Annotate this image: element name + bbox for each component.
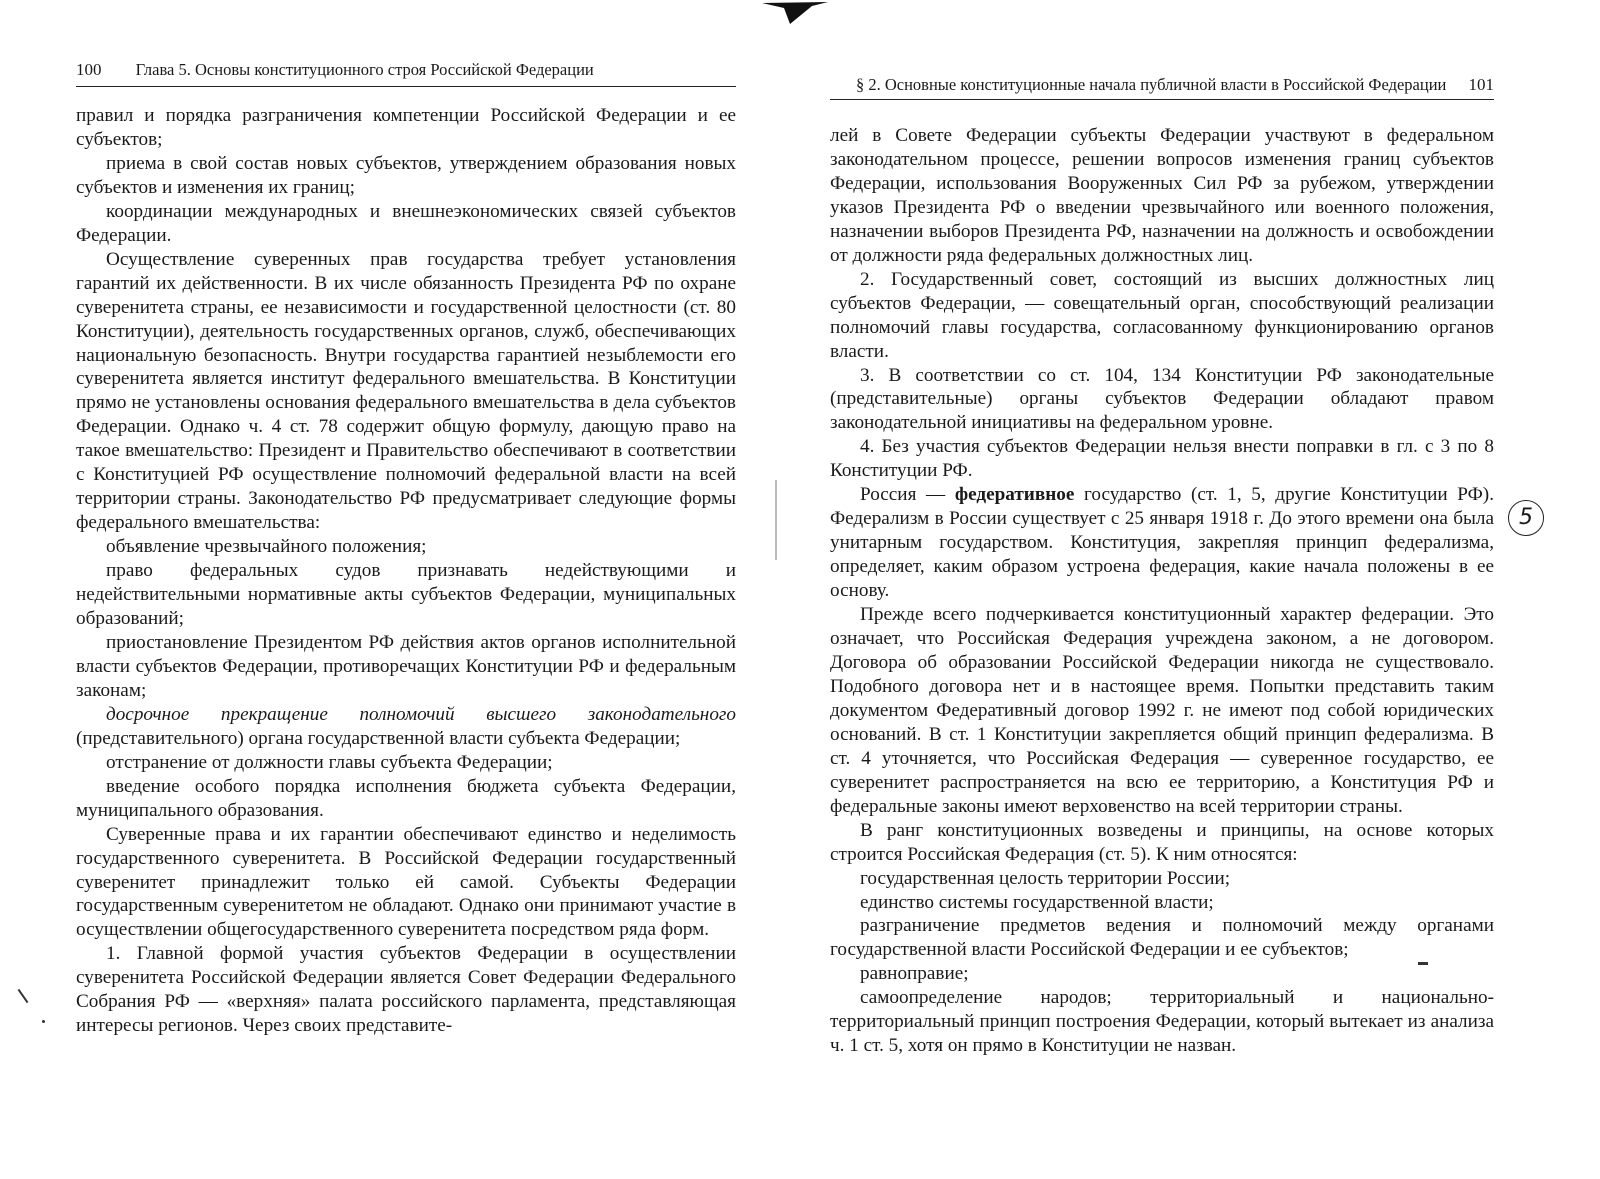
list-item-text: (представительного) органа государственной власти субъекта Федерации;	[76, 727, 681, 749]
paragraph: лей в Совете Федерации субъекты Федерации участвуют в федеральном законодательном процессе, решении вопросов изменения границ субъектов Федерации, использования Вооруженных Сил РФ за рубежом, утверждении указов Президента РФ о введении чрезвычайного или военного положения, назначении выборов Президента РФ, назначении на должность и освобождении от должности ряда федеральных должностных лиц.	[830, 125, 1494, 266]
handwritten-circled-number: 5	[1508, 500, 1544, 536]
federative-lead: Россия —	[860, 484, 955, 506]
federative-rest: государство (ст. 1, 5, другие Конституции РФ). Федерализм в России существует с 25 января 1918 г. До этого времени она была унитарным государством. Конституция, закрепляя принцип федерализма, определяет, каким образом устроена федерация, какие начала положены в ее основу.	[830, 484, 1494, 602]
paragraph: В ранг конституционных возведены и принципы, на основе которых строится Российская Федерация (ст. 5). К ним относятся:	[830, 819, 1494, 865]
left-header-title: Глава 5. Основы конституционного строя Российской Федерации	[135, 60, 594, 79]
left-running-header	[76, 60, 736, 87]
list-item: отстранение от должности главы субъекта Федерации;	[106, 751, 553, 773]
list-item: право федеральных судов признавать недействующими и недействительными нормативные акты субъектов Федерации, муниципальных образований;	[76, 560, 736, 630]
left-page-number: 100	[76, 60, 102, 79]
list-item: разграничение предметов ведения и полномочий между органами государственной власти Российской Федерации и ее субъектов;	[830, 915, 1494, 961]
paragraph: 4. Без участия субъектов Федерации нельзя внести поправки в гл. с 3 по 8 Конституции РФ.	[830, 436, 1494, 482]
paragraph: Прежде всего подчеркивается конституционный характер федерации. Это означает, что Российская Федерация учреждена законом, а не договором. Договора об образовании Российской Федерации никогда не существовало. Подобного договора нет и в настоящее время. Попытки представить таким документом Федеративный договор 1992 г. не имеют под собой юридических оснований. В ст. 1 Конституции закрепляется общий принцип федерализма. В ст. 4 уточняется, что Российская Федерация — суверенное государство, ее суверенитет распространяется на всю ее территорию, а Конституция РФ и федеральные законы имеют верховенство на всей территории страны.	[830, 604, 1494, 817]
margin-dot-mark	[42, 1020, 45, 1023]
right-page	[790, 0, 1600, 1179]
right-running-header	[830, 75, 1494, 100]
list-item: самоопределение народов; территориальный и национально-территориальный принцип построения Федерации, который вытекает из анализа ч. 1 ст. 5, хотя он прямо в Конституции не назван.	[830, 987, 1494, 1057]
paragraph: Осуществление суверенных прав государства требует установления гарантий их действенности. В их числе обязанность Президента РФ по охране суверенитета страны, ее независимости и государственной целостности (ст. 80 Конституции), деятельность государственных органов, служб, обеспечивающих национальную безопасность. Внутри государства гарантией незыблемости его суверенитета является институт федерального вмешательства. В Конституции прямо не установлены основания федерального вмешательства в дела субъектов Федерации. Однако ч. 4 ст. 78 содержит общую формулу, дающую право на такое вмешательство: Президент и Правительство обеспечивают в соответствии с Конституцией РФ осуществление полномочий федеральной власти на всей территории страны. Законодательство РФ предусматривает следующие формы федерального вмешательства:	[76, 248, 736, 534]
list-item: единство системы государственной власти;	[860, 891, 1214, 913]
paragraph: Суверенные права и их гарантии обеспечивают единство и неделимость государственного суверенитета. В Российской Федерации государственный суверенитет принадлежит только ей самой. Субъекты Федерации государственным суверенитетом не обладают. Однако они принимают участие в осуществлении общегосударственного суверенитета посредством ряда форм.	[76, 823, 736, 941]
right-page-number: 101	[1468, 75, 1494, 94]
paragraph: правил и порядка разграничения компетенции Российской Федерации и ее субъектов;	[76, 105, 736, 150]
paragraph: координации международных и внешнеэкономических связей субъектов Федерации.	[76, 200, 736, 246]
left-page-body	[76, 104, 736, 1038]
italic-text: досрочное прекращение полномочий высшего законодательного	[106, 703, 736, 725]
federative-bold: федеративное	[954, 484, 1075, 506]
left-page	[0, 0, 790, 1179]
paragraph: 2. Государственный совет, состоящий из высших должностных лиц субъектов Федерации, — совещательный орган, способствующий реализации полномочий главы государства, согласованному функционированию органов власти.	[830, 268, 1494, 362]
list-item: равноправие;	[860, 963, 969, 985]
paragraph: 3. В соответствии со ст. 104, 134 Конституции РФ законодательные (представительные) органы субъектов Федерации обладают правом законодательной инициативы на федеральном уровне.	[830, 364, 1494, 434]
list-item: введение особого порядка исполнения бюджета субъекта Федерации, муниципального образования.	[76, 775, 736, 821]
margin-tick-mark	[18, 989, 29, 1003]
list-item-italic	[76, 703, 736, 751]
list-item: государственная целость территории России;	[860, 867, 1231, 889]
paragraph-federative	[830, 483, 1494, 603]
paragraph: приема в свой состав новых субъектов, утверждением образования новых субъектов и изменения их границ;	[76, 152, 736, 198]
list-item: объявление чрезвычайного положения;	[106, 536, 427, 558]
margin-arrow-mark	[1418, 962, 1428, 965]
right-header-title: § 2. Основные конституционные начала публичной власти в Российской Федерации	[855, 75, 1447, 94]
paragraph: 1. Главной формой участия субъектов Федерации в осуществлении суверенитета Российской Федерации является Совет Федерации Федерального Собрания РФ — «верхняя» палата российского парламента, представляющая интересы регионов. Через своих представите-	[76, 943, 736, 1037]
list-item: приостановление Президентом РФ действия актов органов исполнительной власти субъектов Федерации, противоречащих Конституции РФ и федеральным законам;	[76, 631, 736, 701]
right-page-body	[830, 124, 1494, 1058]
